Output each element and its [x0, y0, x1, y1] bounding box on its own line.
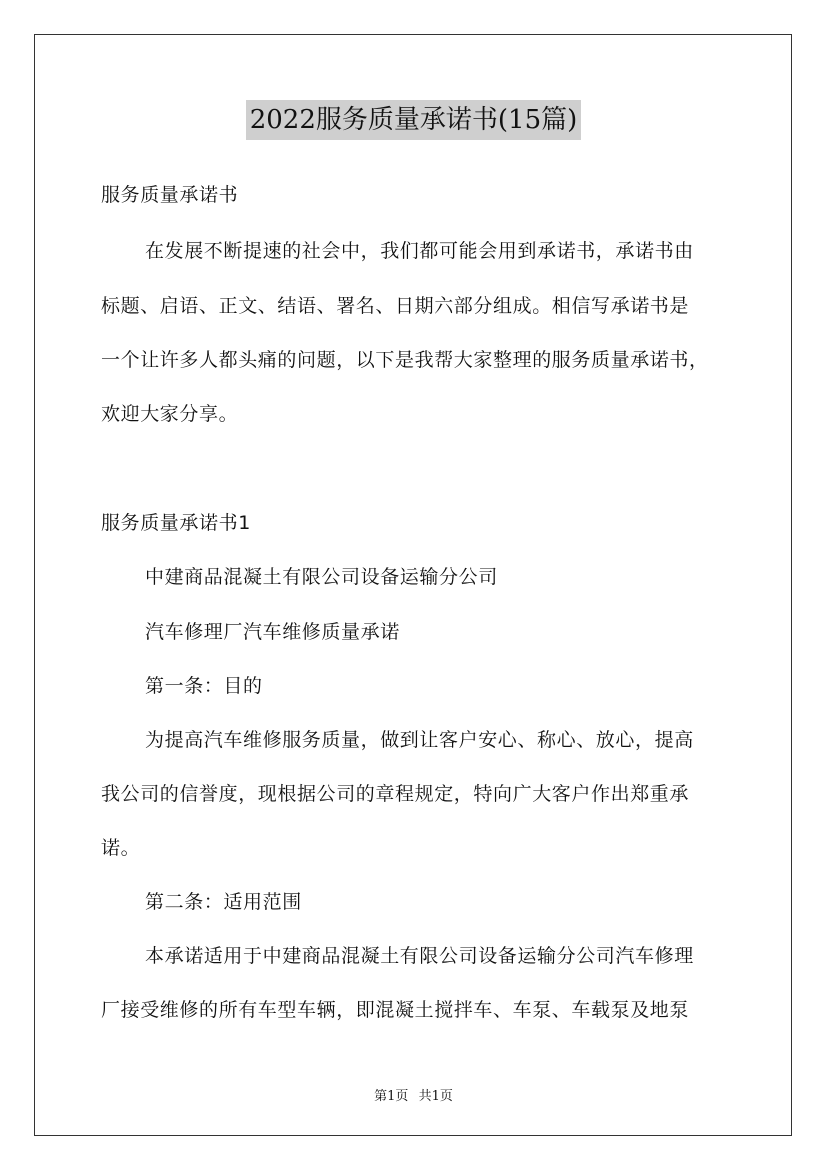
paragraph-line: 本承诺适用于中建商品混凝土有限公司设备运输分公司汽车修理 [145, 945, 694, 967]
paragraph-line: 厂接受维修的所有车型车辆，即混凝土搅拌车、车泵、车载泵及地泵 [101, 999, 690, 1021]
section-heading: 服务质量承诺书 [101, 184, 239, 206]
section-heading: 服务质量承诺书1 [101, 512, 251, 534]
page-footer [0, 1085, 827, 1104]
document-title: 2022服务质量承诺书(15篇) [246, 100, 582, 140]
paragraph-line: 一个让许多人都头痛的问题，以下是我帮大家整理的服务质量承诺书， [101, 349, 709, 371]
paragraph-line: 我公司的信誉度，现根据公司的章程规定，特向广大客户作出郑重承 [101, 783, 690, 805]
title-container [0, 100, 827, 140]
paragraph-line: 为提高汽车维修服务质量，做到让客户安心、称心、放心，提高 [145, 729, 694, 751]
clause-heading: 第二条：适用范围 [145, 891, 302, 913]
paragraph-line: 诺。 [101, 837, 141, 859]
page-number: 第1页 [374, 1089, 409, 1104]
paragraph-line: 中建商品混凝土有限公司设备运输分公司 [145, 566, 498, 588]
page-total: 共1页 [418, 1089, 453, 1104]
clause-heading: 第一条：目的 [145, 675, 263, 697]
paragraph-line: 在发展不断提速的社会中，我们都可能会用到承诺书，承诺书由 [145, 240, 694, 262]
paragraph-line: 汽车修理厂汽车维修质量承诺 [145, 621, 400, 643]
paragraph-line: 欢迎大家分享。 [101, 403, 239, 425]
paragraph-line: 标题、启语、正文、结语、署名、日期六部分组成。相信写承诺书是 [101, 295, 690, 317]
